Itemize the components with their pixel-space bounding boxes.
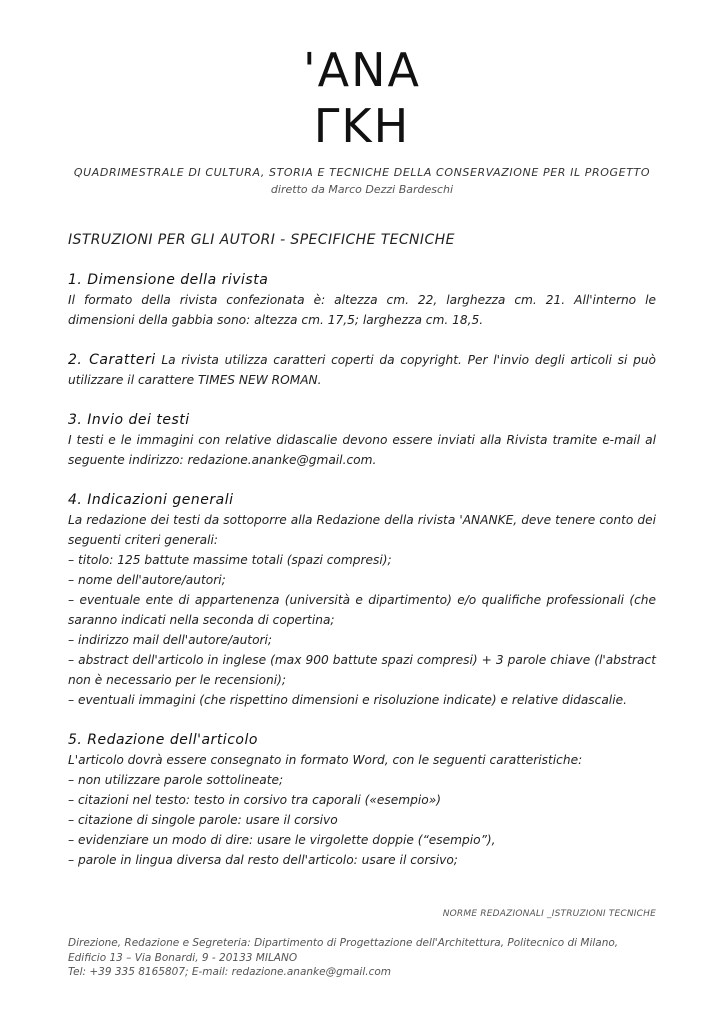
journal-logo — [0, 42, 724, 154]
section-intro: La redazione dei testi da sottoporre alla Redazione della rivista 'ANANKE, deve tenere conto dei seguenti criteri generali: — [68, 513, 656, 547]
list-item: – abstract dell'articolo in inglese (max 900 battute spazi compresi) + 3 parole chiave (l'abstract non è necessario per le recensioni); — [68, 653, 656, 687]
section-heading: 2. Caratteri — [68, 352, 156, 368]
list-item: – eventuale ente di appartenenza (università e dipartimento) e/o qualifiche professionali (che saranno indicati nella seconda di copertina; — [68, 593, 656, 627]
document-title: ISTRUZIONI PER GLI AUTORI - SPECIFICHE TECNICHE — [68, 232, 455, 248]
list-item: – non utilizzare parole sottolineate; — [68, 773, 284, 787]
list-item: – indirizzo mail dell'autore/autori; — [68, 633, 273, 647]
logo-line-1: 'ANA — [303, 43, 421, 97]
section-heading: 4. Indicazioni generali — [68, 492, 234, 508]
section-body — [68, 350, 656, 390]
section-heading: 1. Dimensione della rivista — [68, 272, 269, 288]
section-general — [68, 490, 656, 710]
footer-line: Direzione, Redazione e Segreteria: Dipartimento di Progettazione dell'Architettura, Politecnico di Milano, — [68, 937, 619, 949]
section-body: I testi e le immagini con relative didascalie devono essere inviati alla Rivista tramite e-mail al seguente indirizzo: redazione.ananke@gmail.com. — [68, 433, 656, 467]
section-text: La rivista utilizza caratteri coperti da copyright. Per l'invio degli articoli si può utilizzare il carattere TIMES NEW ROMAN. — [68, 353, 657, 387]
footer-line: Tel: +39 335 8165807; E-mail: redazione.ananke@gmail.com — [68, 966, 392, 978]
list-item: – citazione di singole parole: usare il corsivo — [68, 813, 338, 827]
list-item: – titolo: 125 battute massime totali (spazi compresi); — [68, 553, 392, 567]
footer-reference: NORME REDAZIONALI _ISTRUZIONI TECNICHE — [442, 909, 656, 919]
section-heading: 3. Invio dei testi — [68, 412, 190, 428]
list-item: – eventuali immagini (che rispettino dimensioni e risoluzione indicate) e relative didascalie. — [68, 693, 627, 707]
footer-address — [68, 936, 656, 980]
list-item: – citazioni nel testo: testo in corsivo tra caporali («esempio») — [68, 793, 441, 807]
section-heading: 5. Redazione dell'articolo — [68, 732, 258, 748]
list-item: – nome dell'autore/autori; — [68, 573, 226, 587]
list-item: – evidenziare un modo di dire: usare le virgolette doppie (“esempio”), — [68, 833, 496, 847]
section-submission — [68, 410, 656, 470]
list-item: – parole in lingua diversa dal resto dell'articolo: usare il corsivo; — [68, 853, 458, 867]
section-intro: L'articolo dovrà essere consegnato in formato Word, con le seguenti caratteristiche: — [68, 753, 583, 767]
section-article — [68, 730, 656, 870]
footer-line: Edificio 13 – Via Bonardi, 9 - 20133 MILANO — [68, 951, 298, 964]
section-body: Il formato della rivista confezionata è: altezza cm. 22, larghezza cm. 21. All'interno le dimensioni della gabbia sono: altezza cm. 17,5; larghezza cm. 18,5. — [68, 293, 656, 327]
logo-line-2: ΓΚΗ — [313, 99, 411, 153]
section-fonts — [68, 350, 656, 390]
journal-subtitle: QUADRIMESTRALE DI CULTURA, STORIA E TECNICHE DELLA CONSERVAZIONE PER IL PROGETTO — [73, 166, 651, 179]
document-body — [68, 230, 656, 890]
journal-director: diretto da Marco Dezzi Bardeschi — [270, 183, 454, 196]
section-dimensions — [68, 270, 656, 330]
